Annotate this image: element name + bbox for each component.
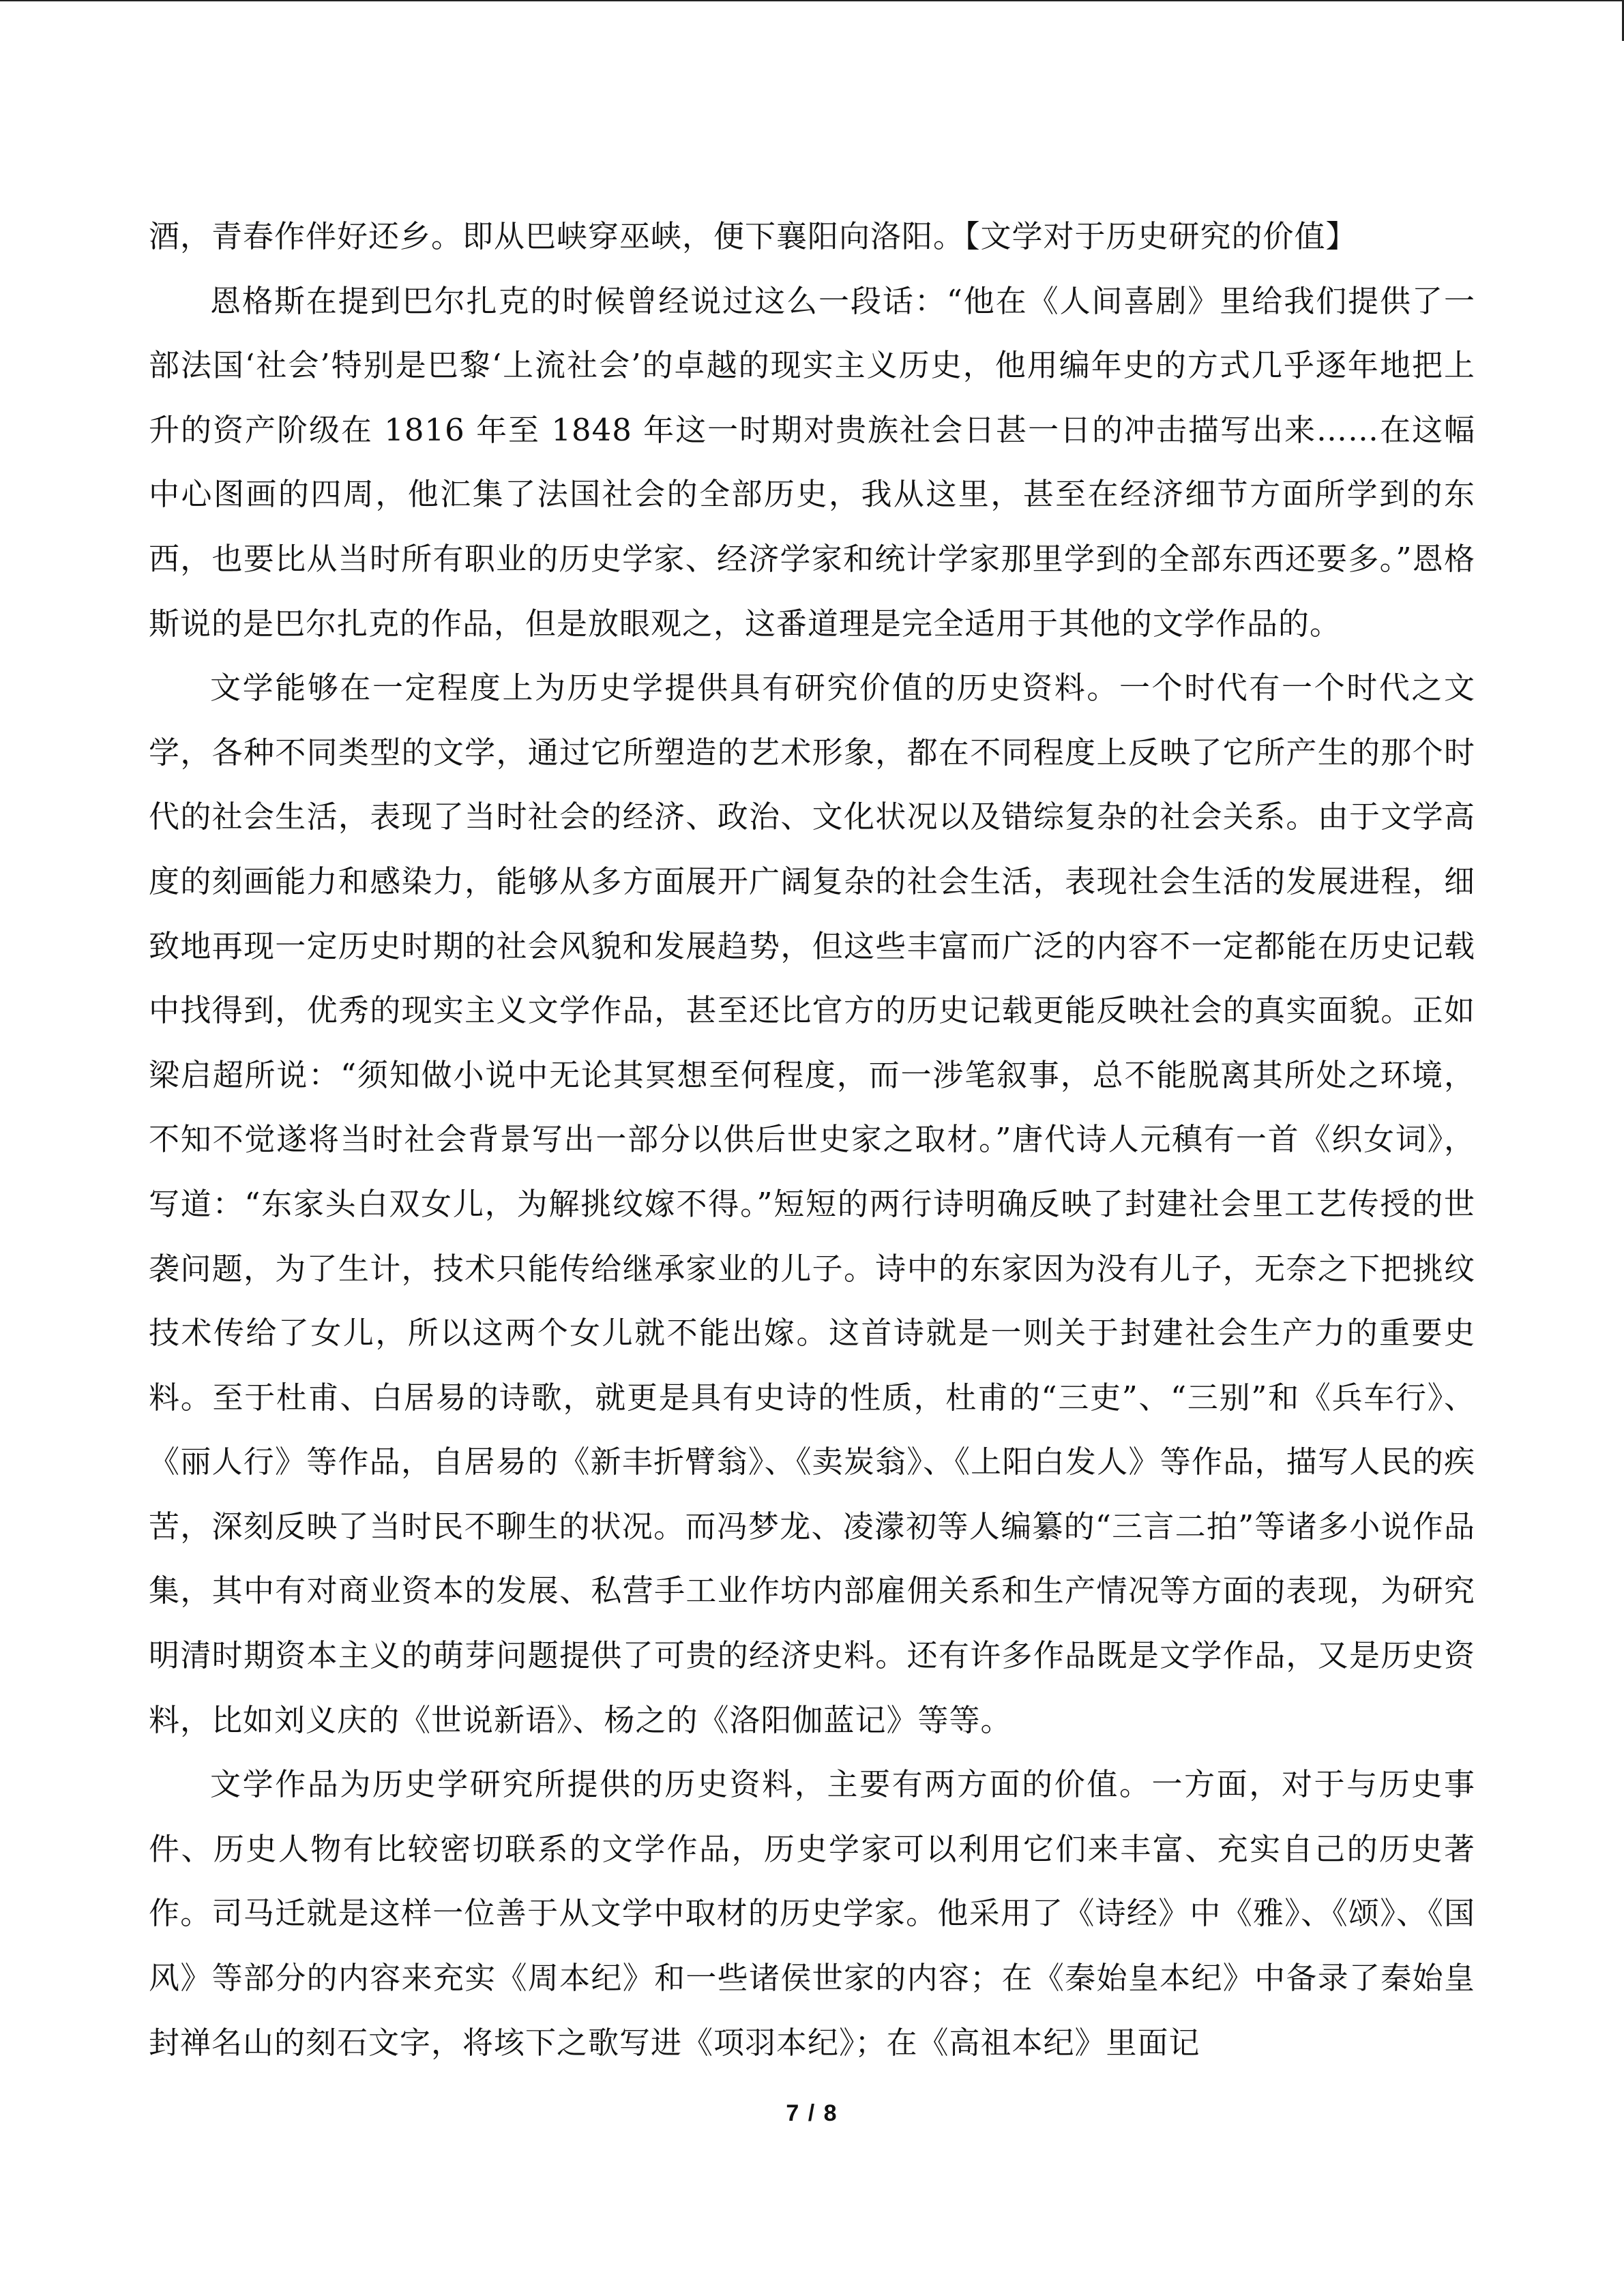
paragraph-two-aspects: 文学作品为历史学研究所提供的历史资料，主要有两方面的价值。一方面，对于与历史事件、历史人物有比较密切联系的文学作品，历史学家可以利用它们来丰富、充实自己的历史著作。司马迁就是这样一位善于从文学中取材的历史学家。他采用了《诗经》中《雅》、《颂》、《国风》等部分的内容来充实《周本纪》和一些诸侯世家的内容；在《秦始皇本纪》中备录了秦始皇封禅名山的刻石文字，将垓下之歌写进《项羽本纪》；在《高祖本纪》里面记: [149, 1766, 1475, 2061]
paragraph-engels: 恩格斯在提到巴尔扎克的时候曾经说过这么一段话：“他在《人间喜剧》里给我们提供了一部法国‘社会’特别是巴黎‘上流社会’的卓越的现实主义历史，他用编年史的方式几乎逐年地把上升的资产阶级在 1816 年至 1848 年这一时期对贵族社会日甚一日的冲击描写出来……在这幅中心图画的四周，他汇集了法国社会的全部历史，我从这里，甚至在经济细节方面所学到的东西，也要比从当时所有职业的历史学家、经济学家和统计学家那里学到的全部东西还要多。”恩格斯说的是巴尔扎克的作品，但是放眼观之，这番道理是完全适用于其他的文学作品的。: [149, 282, 1475, 642]
paragraph-text: 酒，青春作伴好还乡。即从巴峡穿巫峡，便下襄阳向洛阳。: [149, 218, 965, 254]
document-body: [149, 205, 1475, 2075]
section-heading: 【文学对于历史研究的价值】: [964, 218, 1357, 254]
top-border-line: [0, 0, 1622, 1]
paragraph-continuation: [149, 205, 1475, 269]
page-number: 7 / 8: [786, 2100, 838, 2126]
paragraph-literature-value: 文学能够在一定程度上为历史学提供具有研究价值的历史资料。一个时代有一个时代之文学，各种不同类型的文学，通过它所塑造的艺术形象，都在不同程度上反映了它所产生的那个时代的社会生活，表现了当时社会的经济、政治、文化状况以及错综复杂的社会关系。由于文学高度的刻画能力和感染力，能够从多方面展开广阔复杂的社会生活，表现社会生活的发展进程，细致地再现一定历史时期的社会风貌和发展趋势，但这些丰富而广泛的内容不一定都能在历史记载中找得到，优秀的现实主义文学作品，甚至还比官方的历史记载更能反映社会的真实面貌。正如梁启超所说：“须知做小说中无论其冥想至何程度，而一涉笔叙事，总不能脱离其所处之环境，不知不觉遂将当时社会背景写出一部分以供后世史家之取材。”唐代诗人元稹有一首《织女词》，写道：“东家头白双女儿，为解挑纹嫁不得。”短短的两行诗明确反映了封建社会里工艺传授的世袭问题，为了生计，技术只能传给继承家业的儿子。诗中的东家因为没有儿子，无奈之下把挑纹技术传给了女儿，所以这两个女儿就不能出嫁。这首诗就是一则关于封建社会生产力的重要史料。至于杜甫、白居易的诗歌，就更是具有史诗的性质，杜甫的“三吏”、“三别”和《兵车行》、《丽人行》等作品，自居易的《新丰折臂翁》、《卖炭翁》、《上阳白发人》等作品，描写人民的疾苦，深刻反映了当时民不聊生的状况。而冯梦龙、凌濛初等人编纂的“三言二拍”等诸多小说作品集，其中有对商业资本的发展、私营手工业作坊内部雇佣关系和生产情况等方面的表现，为研究明清时期资本主义的萌芽问题提供了可贵的经济史料。还有许多作品既是文学作品，又是历史资料，比如刘义庆的《世说新语》、杨之的《洛阳伽蓝记》等等。: [149, 670, 1475, 1738]
